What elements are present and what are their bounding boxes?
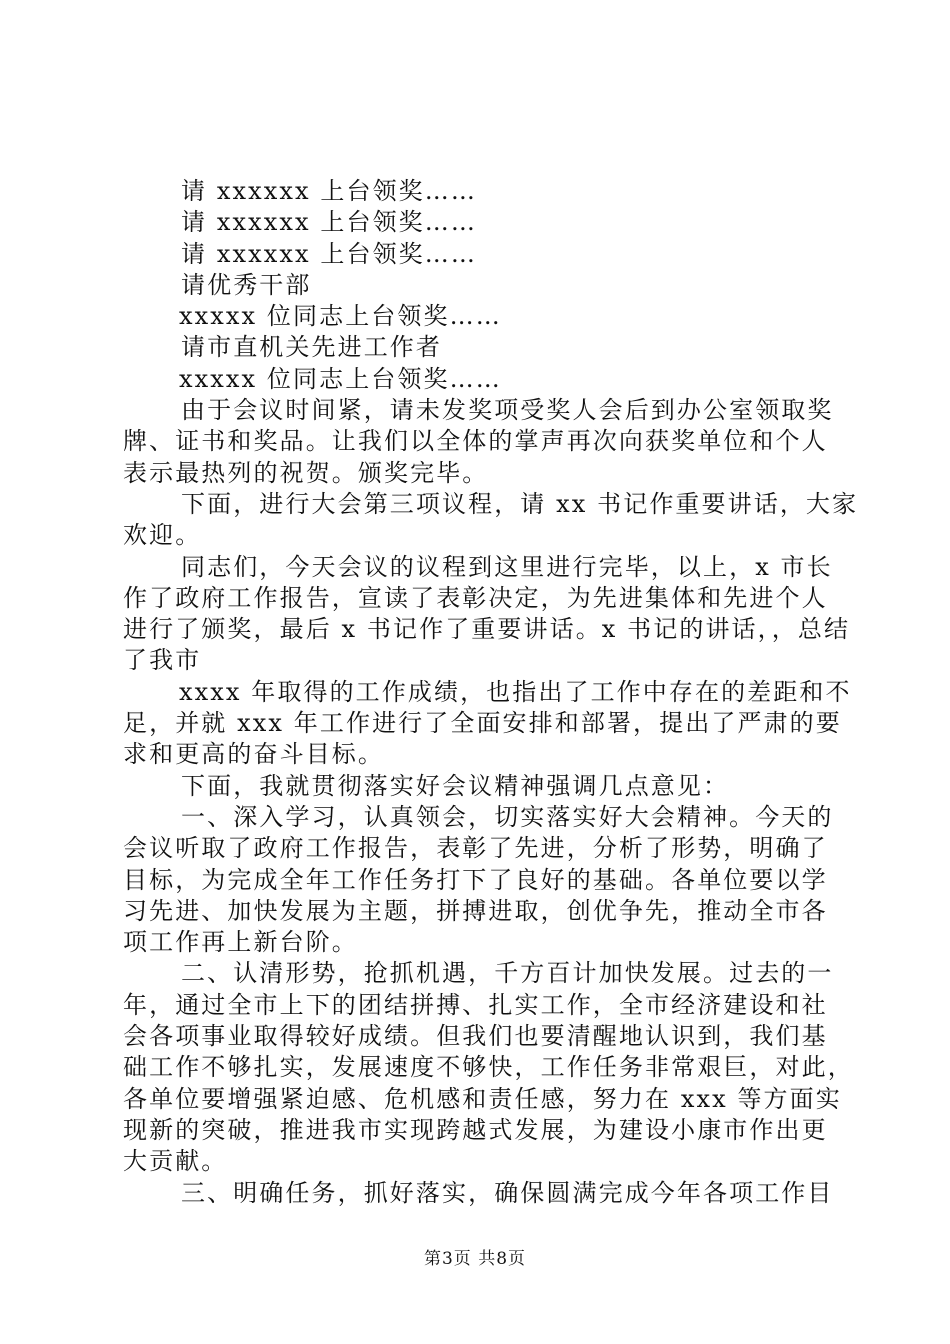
award-line: 请 xxxxxx 上台领奖…… [181, 239, 477, 268]
text-line: 足，并就 xxx 年工作进行了全面安排和部署，提出了严肃的要 [123, 709, 842, 738]
text-line: 进行了颁奖，最后 x 书记作了重要讲话。x 书记的讲话，，总结 [123, 615, 851, 644]
text-line: 大贡献。 [123, 1147, 228, 1176]
text-line: 目标，为完成全年工作任务打下了良好的基础。各单位要以学 [123, 865, 828, 894]
award-line: 请市直机关先进工作者 [181, 333, 442, 362]
text-line: 欢迎。 [123, 521, 202, 550]
award-line: 请 xxxxxx 上台领奖…… [181, 177, 477, 205]
award-line: xxxxx 位同志上台领奖…… [179, 302, 502, 331]
paragraph-achievements [123, 677, 852, 771]
document-body [123, 176, 859, 1209]
text-line: 求和更高的奋斗目标。 [123, 740, 384, 769]
text-line: 了我市 [123, 646, 202, 675]
text-line: 下面，进行大会第三项议程，请 xx 书记作重要讲话，大家 [181, 489, 859, 518]
text-line: 同志们，今天会议的议程到这里进行完毕，以上，x 市长 [181, 552, 833, 581]
text-line: 由于会议时间紧，请未发奖项受奖人会后到办公室领取奖 [181, 396, 834, 425]
paragraph-award-closing [123, 395, 833, 489]
text-line: 表示最热列的祝贺。颁奖完毕。 [123, 458, 489, 487]
paragraph-opinions-intro [123, 771, 833, 802]
text-line: 作了政府工作报告，宣读了表彰决定，为先进集体和先进个人 [123, 583, 828, 612]
text-line: 各单位要增强紧迫感、危机感和责任感，努力在 xxx 等方面实 [123, 1084, 842, 1113]
paragraph-point-one [123, 802, 833, 958]
text-line: 会各项事业取得较好成绩。但我们也要清醒地认识到，我们基 [123, 1022, 828, 1051]
text-line: 一、深入学习，认真领会，切实落实好大会精神。今天的 [181, 802, 834, 831]
paragraph-point-three [123, 1178, 833, 1209]
text-line: xxxx 年取得的工作成绩，也指出了工作中存在的差距和不 [179, 677, 852, 706]
award-line: 请 xxxxxx 上台领奖…… [181, 208, 477, 237]
text-line: 牌、证书和奖品。让我们以全体的掌声再次向获奖单位和个人 [123, 427, 828, 456]
page-footer: 第3页 共8页 [423, 1249, 527, 1269]
paragraph-summary [123, 552, 851, 677]
text-line: 会议听取了政府工作报告，表彰了先进，分析了形势，明确了 [123, 834, 828, 863]
text-line: 础工作不够扎实，发展速度不够快，工作任务非常艰巨，对此， [123, 1053, 854, 1082]
text-line: 项工作再上新台阶。 [123, 928, 358, 957]
paragraph-third-agenda [123, 489, 859, 552]
text-line: 习先进、加快发展为主题，拼搏进取，创优争先，推动全市各 [123, 896, 828, 925]
award-line: xxxxx 位同志上台领奖…… [179, 364, 502, 393]
text-line: 三、明确任务，抓好落实，确保圆满完成今年各项工作目 [181, 1178, 834, 1207]
award-line: 请优秀干部 [181, 270, 312, 299]
text-line: 二、认清形势，抢抓机遇，千方百计加快发展。过去的一 [181, 959, 834, 988]
paragraph-point-two [123, 958, 854, 1177]
text-line: 现新的突破，推进我市实现跨越式发展，为建设小康市作出更 [123, 1115, 828, 1144]
text-line: 下面，我就贯彻落实好会议精神强调几点意见： [181, 771, 730, 800]
text-line: 年，通过全市上下的团结拼搏、扎实工作，全市经济建设和社 [123, 990, 828, 1019]
